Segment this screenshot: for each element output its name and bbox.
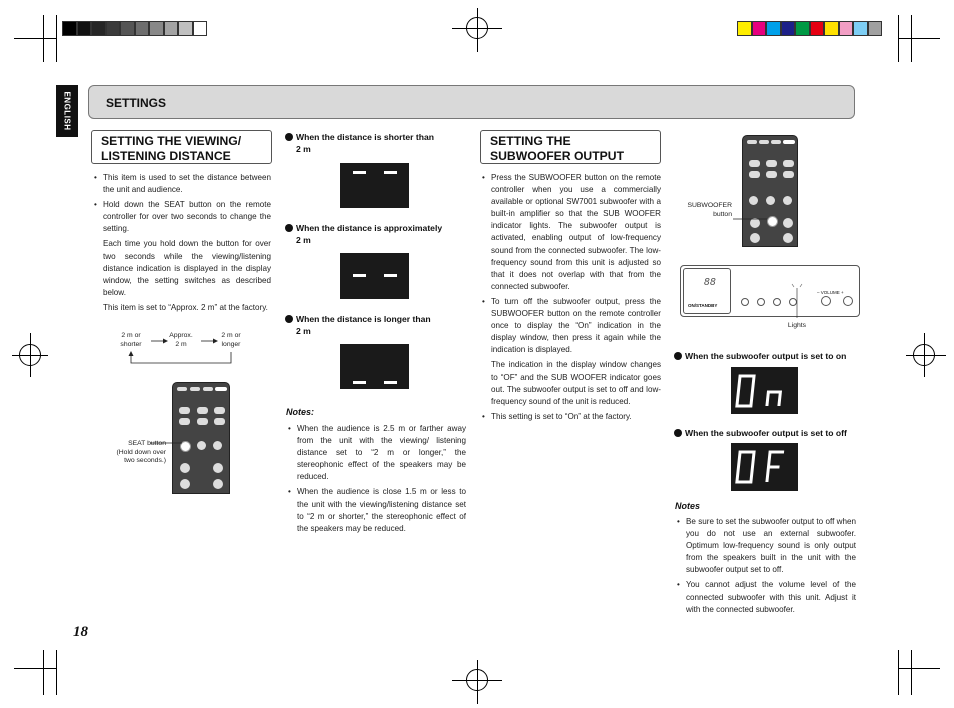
volume-label: – VOLUME +: [817, 290, 844, 295]
grayscale-swatch: [106, 21, 121, 36]
lights-label: Lights: [787, 322, 807, 329]
process-color-swatch: [824, 21, 839, 36]
note-item: • You cannot adjust the volume level of the connected subwoofer with this unit. Adjust it with the connected subwoofer.: [676, 579, 856, 615]
middle-notes-title: Notes:: [286, 407, 315, 417]
display-on: [731, 367, 798, 414]
subwoofer-off-heading: When the subwoofer output is set to off: [674, 428, 864, 440]
seat-button-label: SEAT button (Hold down over two seconds.): [116, 440, 166, 464]
paragraph: The indication in the display window changes to “OF” and the SUB WOOFER indicator goes out. The subwoofer output is set to off and low-frequency sound of the unit is reduced.: [491, 360, 661, 406]
display-approx: [340, 253, 409, 299]
subwoofer-on-heading: When the subwoofer output is set to on: [674, 351, 864, 363]
crop-mark: [911, 650, 912, 695]
title-line: SETTING THE VIEWING/: [101, 134, 242, 148]
grayscale-swatch: [193, 21, 208, 36]
crop-mark: [43, 15, 44, 62]
cycle-arrows: [110, 330, 260, 370]
grayscale-color-bar: [62, 21, 207, 36]
crop-mark: [14, 38, 56, 39]
right-notes-title: Notes: [675, 501, 701, 511]
left-body-text: [93, 172, 271, 317]
paragraph: Each time you hold down the button for over two seconds while the viewing/listening distance indication is displayed in the display window, the setting switches as described below.: [103, 239, 271, 297]
page-number: 18: [73, 624, 88, 640]
crop-mark: [898, 15, 899, 62]
bullet-item: • Hold down the SEAT button on the remote controller for over two seconds to change the setting.: [93, 199, 271, 235]
right-section-title: [480, 130, 661, 164]
cycle-step-approx: Approx. 2 m: [169, 332, 193, 348]
language-side-tab: [56, 85, 78, 137]
display-longer: [340, 344, 409, 389]
grayscale-swatch: [77, 21, 92, 36]
remote-control-illustration-subwoofer: [742, 135, 798, 247]
bullet-item: • This setting is set to “On” at the factory.: [481, 411, 661, 423]
display-on-digits: [731, 367, 798, 414]
grayscale-swatch: [164, 21, 179, 36]
bullet-item: • This item is used to set the distance between the unit and audience.: [93, 172, 271, 196]
grayscale-swatch: [62, 21, 77, 36]
crop-mark: [56, 15, 57, 62]
title-line: LISTENING DISTANCE: [101, 148, 231, 163]
title-line: SUBWOOFER OUTPUT: [490, 148, 625, 163]
lights-indicator-arrow: [780, 280, 810, 320]
grayscale-swatch: [120, 21, 135, 36]
distance-approx-heading: When the distance is approximately 2 m: [285, 223, 470, 246]
process-color-swatch: [839, 21, 854, 36]
crop-mark: [56, 650, 57, 695]
process-color-swatch: [752, 21, 767, 36]
display-shorter: [340, 163, 409, 208]
cycle-step-longer: 2 m or longer: [221, 332, 241, 348]
crop-mark: [43, 650, 44, 695]
process-color-swatch: [853, 21, 868, 36]
grayscale-swatch: [91, 21, 106, 36]
process-color-swatch: [795, 21, 810, 36]
section-header-title: SETTINGS: [106, 96, 167, 110]
process-color-swatch: [868, 21, 883, 36]
section-header-bar: [88, 85, 855, 119]
process-color-swatch: [781, 21, 796, 36]
language-label: ENGLISH: [62, 91, 72, 131]
subwoofer-button-label: SUBWOOFER button: [687, 202, 732, 218]
display-off-digits: [731, 443, 798, 491]
note-item: • When the audience is close 1.5 m or less to the unit with the viewing/listening distance set to “2 m or shorter,” the stereophonic effect of the speakers may be reduced.: [287, 486, 466, 534]
bullet-item: • To turn off the subwoofer output, press the SUBWOOFER button on the remote controller once to display the “On” indication in the display window, then press it again while the indication is displayed.: [481, 296, 661, 356]
process-color-swatch: [766, 21, 781, 36]
grayscale-swatch: [135, 21, 150, 36]
crop-mark: [898, 650, 899, 695]
process-color-swatch: [810, 21, 825, 36]
middle-notes-text: [287, 423, 466, 538]
note-item: • When the audience is 2.5 m or farther away from the unit with the viewing/ listening distance set to “2 m or longer,” the stereophonic effect of the speakers may be reduced.: [287, 423, 466, 483]
cycle-step-shorter: 2 m or shorter: [120, 332, 142, 348]
left-section-title: [91, 130, 272, 164]
front-panel-illustration: [680, 265, 860, 317]
distance-shorter-heading: When the distance is shorter than 2 m: [285, 132, 470, 155]
standby-label: ON/STANDBY: [688, 303, 718, 308]
paragraph: This item is set to “Approx. 2 m” at the factory.: [103, 302, 268, 312]
right-notes-text: [676, 516, 856, 619]
crop-mark: [911, 15, 912, 62]
crop-mark: [898, 38, 940, 39]
note-item: • Be sure to set the subwoofer output to off when you do not use an external subwoofer. Optimum low-frequency sound is only output from the speakers built in the unit with the subwoofer output set to off.: [676, 516, 856, 576]
process-color-swatch: [737, 21, 752, 36]
crop-mark: [898, 668, 940, 669]
display-off: [731, 443, 798, 491]
bullet-item: • Press the SUBWOOFER button on the remote controller when you use a commercially available or optional SW7001 subwoofer with a built-in amplifier so that the SUB WOOFER indicator lights. The subwoofer output is activated, enabling output of low-frequency sound from the connected subwoofer. The low-frequency sound from this unit is adjusted so that it does not overlap with that from the connected subwoofer.: [481, 172, 661, 293]
process-color-bar: [737, 21, 882, 36]
panel-display-area: 88 ON/STANDBY: [683, 268, 731, 314]
distance-longer-heading: When the distance is longer than 2 m: [285, 314, 470, 337]
grayscale-swatch: [149, 21, 164, 36]
title-line: SETTING THE: [490, 134, 571, 148]
grayscale-swatch: [178, 21, 193, 36]
crop-mark: [14, 668, 56, 669]
subwoofer-callout-line: [733, 214, 769, 224]
right-body-text: [481, 172, 661, 426]
